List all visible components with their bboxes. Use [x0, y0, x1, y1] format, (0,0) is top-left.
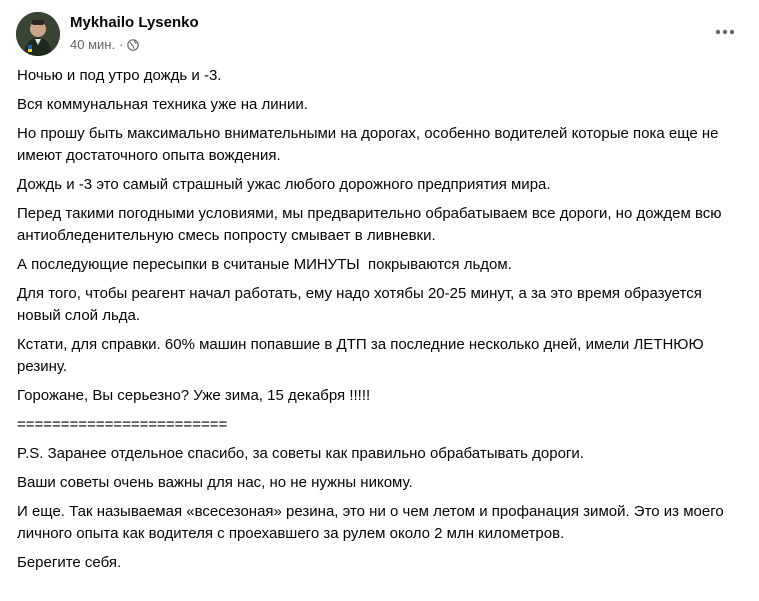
- more-options-button[interactable]: [707, 14, 743, 50]
- more-horizontal-icon: [715, 29, 735, 35]
- post-paragraph: Горожане, Вы серьезно? Уже зима, 15 декабря !!!!!: [17, 387, 371, 404]
- post-divider-line: ========================: [17, 416, 228, 433]
- post-paragraph: И еще. Так называемая «всесезоная» резина, это ни о чем летом и профанация зимой. Это из моего личного опыта как водителя с проехавшего за рулем около 2 млн километров.: [17, 503, 728, 542]
- globe-icon[interactable]: [127, 39, 139, 51]
- post-paragraph: Перед такими погодными условиями, мы предварительно обрабатываем все дороги, но дождем всю антиобледенительную смесь попросту смывает в ливневки.: [17, 205, 726, 244]
- meta-separator: ·: [119, 37, 124, 52]
- post-paragraph: Для того, чтобы реагент начал работать, ему надо хотябы 20-25 минут, а за это время образуется новый слой льда.: [17, 285, 707, 324]
- post-paragraph: Кстати, для справки. 60% машин попавшие в ДТП за последние несколько дней, имели ЛЕТНЮЮ резину.: [17, 336, 708, 375]
- post-header: [16, 12, 743, 56]
- post-paragraph: Ваши советы очень важны для нас, но не нужны никому.: [17, 474, 413, 491]
- post-paragraph: Дождь и -3 это самый страшный ужас любого дорожного предприятия мира.: [17, 176, 551, 193]
- post-paragraph: Но прошу быть максимально внимательными на дорогах, особенно водителей которые пока еще не имеют достаточного опыта вождения.: [17, 125, 723, 164]
- post-text: [17, 65, 747, 581]
- avatar-image: [16, 12, 60, 56]
- post-paragraph: Ночью и под утро дождь и -3.: [17, 67, 222, 84]
- post-meta: [70, 37, 139, 52]
- post-paragraph: Берегите себя.: [17, 554, 122, 571]
- post-paragraph: Вся коммунальная техника уже на линии.: [17, 96, 308, 113]
- author-avatar[interactable]: [16, 12, 60, 56]
- post-paragraph: P.S. Заранее отдельное спасибо, за советы как правильно обрабатывать дороги.: [17, 445, 584, 462]
- post-paragraph: А последующие пересыпки в считаные МИНУТЫ покрываются льдом.: [17, 256, 512, 273]
- author-name[interactable]: Mykhailo Lysenko: [70, 14, 199, 31]
- post-timestamp[interactable]: 40 мин.: [70, 37, 116, 52]
